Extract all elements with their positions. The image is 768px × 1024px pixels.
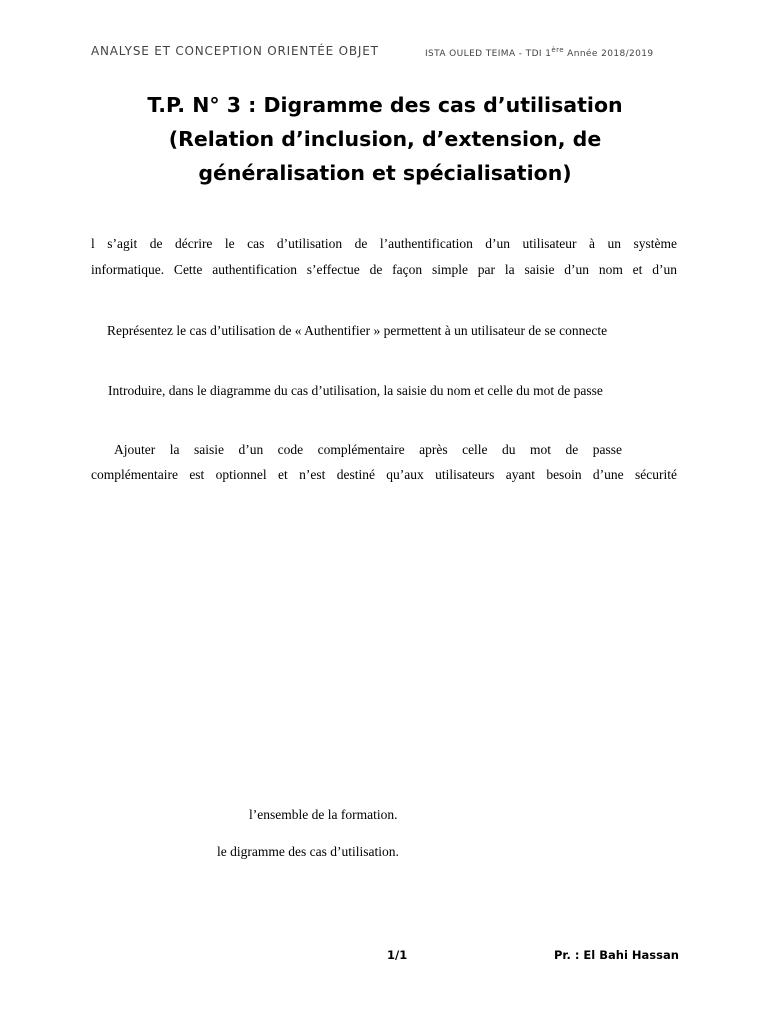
paragraph-1-line-2: informatique. Cette authentification s’effectue de façon simple par la saisie d’un nom et d’un <box>91 262 677 277</box>
header-school-sup: ère <box>551 46 564 54</box>
page-title <box>60 88 710 190</box>
title-line-3: généralisation et spécialisation) <box>198 161 572 185</box>
title-line-1: T.P. N° 3 : Digramme des cas d’utilisation <box>147 93 623 117</box>
paragraph-4-line-2: complémentaire est optionnel et n’est destiné qu’aux utilisateurs ayant besoin d’une sécurité <box>91 467 677 482</box>
footer-author: Pr. : El Bahi Hassan <box>554 948 679 962</box>
footer-page-number: 1/1 <box>387 948 408 962</box>
paragraph-1-line-1: l s’agit de décrire le cas d’utilisation de l’authentification d’un utilisateur à un système <box>91 236 677 251</box>
header-school-info <box>425 46 654 59</box>
paragraph-3: Introduire, dans le diagramme du cas d’utilisation, la saisie du nom et celle du mot de passe <box>108 383 603 398</box>
paragraph-5: l’ensemble de la formation. <box>249 807 398 822</box>
header-course-title: ANALYSE ET CONCEPTION ORIENTÉE OBJET <box>91 44 379 58</box>
paragraph-2: Représentez le cas d’utilisation de « Authentifier » permettent à un utilisateur de se connecte <box>107 323 608 338</box>
paragraph-4-line-1: Ajouter la saisie d’un code complémentaire après celle du mot de passe <box>114 442 622 457</box>
title-line-2: (Relation d’inclusion, d’extension, de <box>168 127 602 151</box>
header-school-prefix: ISTA OULED TEIMA - TDI 1 <box>425 49 552 59</box>
paragraph-6: le digramme des cas d’utilisation. <box>217 844 399 859</box>
header-school-suffix: Année 2018/2019 <box>563 49 654 59</box>
